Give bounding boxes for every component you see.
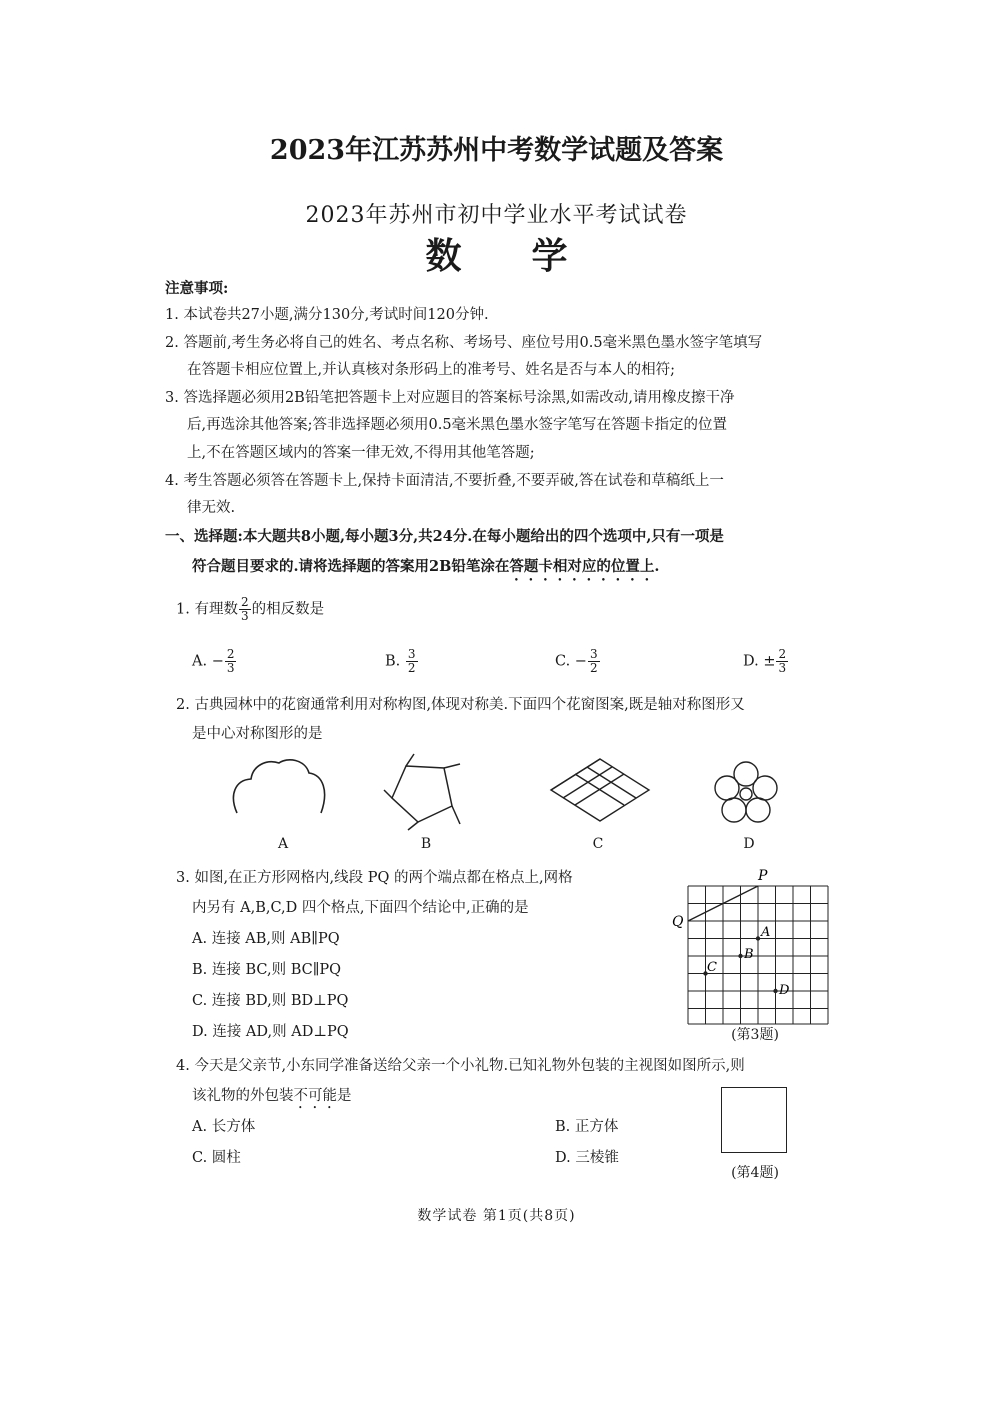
exam-title: 2023年苏州市初中学业水平考试试卷 (305, 203, 688, 228)
point-label-c: C (707, 960, 717, 975)
fraction-numerator: 2 (226, 647, 235, 661)
fraction (588, 648, 600, 675)
q1-option-b[interactable] (385, 648, 419, 675)
q4-stem-end: 是 (337, 1088, 352, 1104)
question-4-stem: 4. 今天是父亲节,小东同学准备送给父亲一个小礼物.已知礼物外包装的主视图如图所示,则 (176, 1058, 745, 1074)
point-label-p: P (758, 868, 768, 884)
q3-option-c[interactable]: C. 连接 BD,则 BD⊥PQ (192, 993, 349, 1009)
emphasis-text: 不可能 (293, 1088, 337, 1104)
point-label-b: B (744, 947, 754, 962)
section-instruction-text: 符合题目要求的.请将选择题的答案用2B铅笔涂在 (192, 558, 510, 575)
fraction (776, 648, 788, 675)
section-heading: 一、选择题:本大题共8小题,每小题3分,共24分.在每小题给出的四个选项中,只有一项是 (165, 528, 724, 545)
q1-option-d[interactable] (743, 648, 789, 675)
fraction-numerator: 3 (589, 647, 598, 661)
notice-heading: 注意事项: (165, 280, 229, 297)
fraction-denominator: 2 (589, 661, 598, 675)
subject-title: 数学 (425, 235, 638, 277)
fraction-denominator: 3 (226, 661, 235, 675)
q1-option-a[interactable] (192, 648, 237, 675)
point-label-q: Q (672, 914, 684, 930)
figure-caption: (第3题) (731, 1027, 779, 1043)
fraction-numerator: 2 (778, 647, 787, 661)
q3-option-a[interactable]: A. 连接 AB,则 AB∥PQ (192, 931, 340, 947)
point-label-a: A (761, 925, 771, 940)
option-label-c: C (592, 836, 604, 852)
section-instruction-end: . (654, 558, 660, 575)
q4-option-d[interactable]: D. 三棱锥 (555, 1150, 619, 1166)
q3-option-b[interactable]: B. 连接 BC,则 BC∥PQ (192, 962, 342, 978)
q1-stem-prefix: 1. 有理数 (176, 601, 238, 618)
option-label-b: B (420, 836, 432, 852)
notice-line: 1. 本试卷共27小题,满分130分,考试时间120分钟. (165, 307, 489, 323)
fraction-denominator: 3 (778, 661, 787, 675)
fraction (239, 596, 251, 623)
fraction-denominator: 2 (407, 661, 416, 675)
q4-option-a[interactable]: A. 长方体 (192, 1119, 256, 1135)
notice-line: 2. 答题前,考生务必将自己的姓名、考点名称、考场号、座位号用0.5毫米黑色墨水签字笔填写 (165, 335, 763, 351)
notice-line: 后,再选涂其他答案;答非选择题必须用0.5毫米黑色墨水签字笔写在答题卡指定的位置 (187, 417, 728, 433)
option-label: C. − (555, 653, 587, 670)
q4-option-c[interactable]: C. 圆柱 (192, 1150, 241, 1166)
window-pattern-d (712, 760, 780, 828)
question-2-stem-cont: 是中心对称图形的是 (192, 726, 323, 742)
fraction-numerator: 3 (407, 647, 416, 661)
option-label-a: A (277, 836, 289, 852)
document-title: 2023年江苏苏州中考数学试题及答案 (269, 135, 724, 166)
page-footer: 数学试卷 第1页(共8页) (417, 1208, 576, 1224)
section-instruction (192, 557, 659, 584)
point-label-d: D (779, 983, 790, 998)
notice-line: 3. 答选择题必须用2B铅笔把答题卡上对应题目的答案标号涂黑,如需改动,请用橡皮擦干净 (165, 390, 735, 406)
fraction-denominator: 3 (240, 609, 249, 623)
notice-line: 上,不在答题区域内的答案一律无效,不得用其他笔答题; (187, 445, 535, 461)
grid-figure (670, 866, 830, 1026)
front-view-square (721, 1087, 787, 1153)
window-pattern-b (380, 752, 470, 832)
fraction (225, 648, 237, 675)
notice-line: 在答题卡相应位置上,并认真核对条形码上的准考号、姓名是否与本人的相符; (187, 362, 675, 378)
question-1-stem (176, 596, 324, 623)
option-label: A. − (192, 653, 224, 670)
q1-stem-suffix: 的相反数是 (251, 601, 325, 618)
notice-line: 律无效. (187, 500, 236, 516)
q4-option-b[interactable]: B. 正方体 (555, 1119, 619, 1135)
option-label: D. ± (743, 653, 776, 670)
question-3-stem: 3. 如图,在正方形网格内,线段 PQ 的两个端点都在格点上,网格 (176, 870, 573, 886)
question-2-stem: 2. 古典园林中的花窗通常利用对称构图,体现对称美.下面四个花窗图案,既是轴对称图形又 (176, 697, 745, 713)
q4-stem-text: 该礼物的外包装 (192, 1088, 294, 1104)
q3-option-d[interactable]: D. 连接 AD,则 AD⊥PQ (192, 1024, 349, 1040)
fraction-numerator: 2 (240, 595, 249, 609)
question-3-stem-cont: 内另有 A,B,C,D 四个格点,下面四个结论中,正确的是 (192, 900, 529, 916)
fraction (406, 648, 418, 675)
question-4-stem-cont (192, 1086, 352, 1112)
window-pattern-c (545, 755, 655, 825)
option-label-d: D (743, 836, 755, 852)
notice-line: 4. 考生答题必须答在答题卡上,保持卡面清洁,不要折叠,不要弄破,答在试卷和草稿纸上一 (165, 473, 724, 489)
q1-option-c[interactable] (555, 648, 601, 675)
emphasis-text: 答题卡相对应的位置上 (509, 558, 655, 575)
figure-caption: (第4题) (731, 1165, 779, 1181)
option-label: B. (385, 653, 405, 670)
window-pattern-a (225, 755, 335, 830)
